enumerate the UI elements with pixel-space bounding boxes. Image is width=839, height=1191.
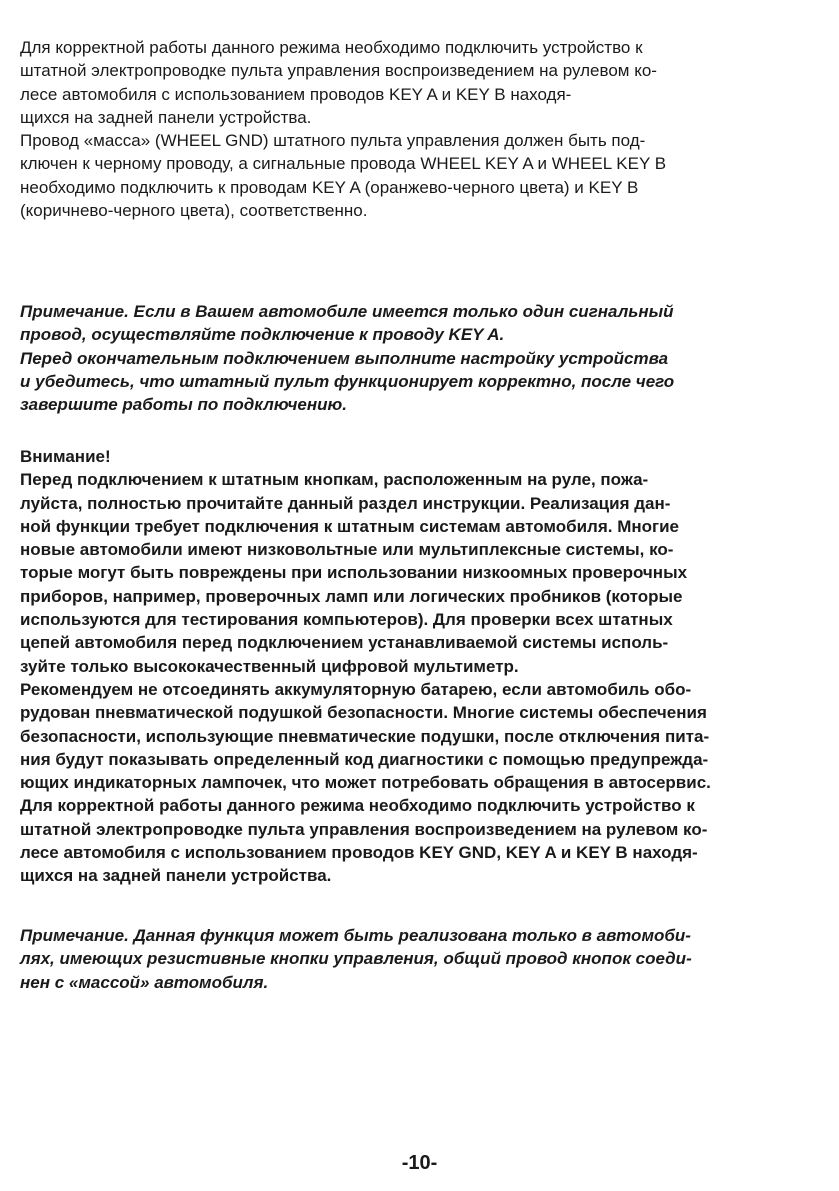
text-line: безопасности, использующие пневматические подушки, после отключения пита- (20, 726, 710, 746)
text-line: Перед окончательным подключением выполните настройку устройства (20, 348, 669, 368)
text-line: используются для тестирования компьютеров). Для проверки всех штатных (20, 610, 673, 630)
text-line: лях, имеющих резистивные кнопки управления, общий провод кнопок соеди- (20, 949, 692, 969)
text-line: Перед подключением к штатным кнопкам, расположенным на руле, пожа- (20, 470, 649, 490)
text-line: ключен к черному проводу, а сигнальные провода WHEEL KEY A и WHEEL KEY B (20, 154, 667, 174)
text-line: штатной электропроводке пульта управления воспроизведением на рулевом ко- (20, 61, 657, 81)
text-line: Примечание. Если в Вашем автомобиле имеется только один сигнальный (20, 302, 674, 321)
text-line: ния будут показывать определенный код диагностики с помощью предупрежда- (20, 749, 709, 769)
text-line: новые автомобили имеют низковольтные или мультиплексные системы, ко- (20, 540, 674, 560)
text-line: рудован пневматической подушкой безопасности. Многие системы обеспечения (20, 703, 707, 723)
text-line: штатной электропроводке пульта управления воспроизведением на рулевом ко- (20, 819, 708, 839)
text-line: Рекомендуем не отсоединять аккумуляторную батарею, если автомобиль обо- (20, 679, 692, 699)
text-line: (коричнево-черного цвета), соответственно. (20, 201, 368, 221)
text-line: приборов, например, проверочных ламп или логических пробников (которые (20, 586, 683, 606)
warning-heading: Внимание! (20, 447, 111, 466)
page-number: -10- (401, 1152, 438, 1174)
text-line: Для корректной работы данного режима необходимо подключить устройство к (20, 38, 643, 57)
text-line: ющих индикаторных лампочек, что может потребовать обращения в автосервис. (20, 773, 711, 793)
text-line: лесе автомобиля с использованием проводов KEY GND, KEY A и KEY B находя- (20, 843, 698, 863)
text-line: лесе автомобиля с использованием проводов KEY A и KEY B находя- (20, 84, 572, 104)
text-line: и убедитесь, что штатный пульт функционирует корректно, после чего (20, 371, 675, 391)
note-resistive-buttons (20, 924, 692, 994)
text-line: необходимо подключить к проводам KEY A (оранжево-черного цвета) и KEY B (20, 177, 639, 197)
text-line: луйста, полностью прочитайте данный раздел инструкции. Реализация дан- (20, 493, 671, 513)
text-line: торые могут быть повреждены при использовании низкоомных проверочных (20, 563, 688, 583)
text-line: Примечание. Данная функция может быть реализована только в автомоби- (20, 926, 691, 945)
text-line: провод, осуществляйте подключение к проводу KEY A. (20, 325, 505, 345)
text-line: завершите работы по подключению. (20, 395, 347, 415)
text-line: зуйте только высококачественный цифровой мультиметр. (20, 656, 519, 676)
text-line: нен с «массой» автомобиля. (20, 972, 269, 992)
text-line: Провод «масса» (WHEEL GND) штатного пульта управления должен быть под- (20, 131, 646, 151)
text-line: щихся на задней панели устройства. (20, 107, 312, 127)
note-single-wire (20, 300, 674, 416)
intro-paragraph (20, 36, 666, 222)
warning-section (20, 445, 711, 888)
text-line: Для корректной работы данного режима необходимо подключить устройство к (20, 796, 695, 816)
text-line: ной функции требует подключения к штатным системам автомобиля. Многие (20, 516, 680, 536)
text-line: цепей автомобиля перед подключением устанавливаемой системы исполь- (20, 633, 669, 653)
text-line: щихся на задней панели устройства. (20, 866, 332, 886)
